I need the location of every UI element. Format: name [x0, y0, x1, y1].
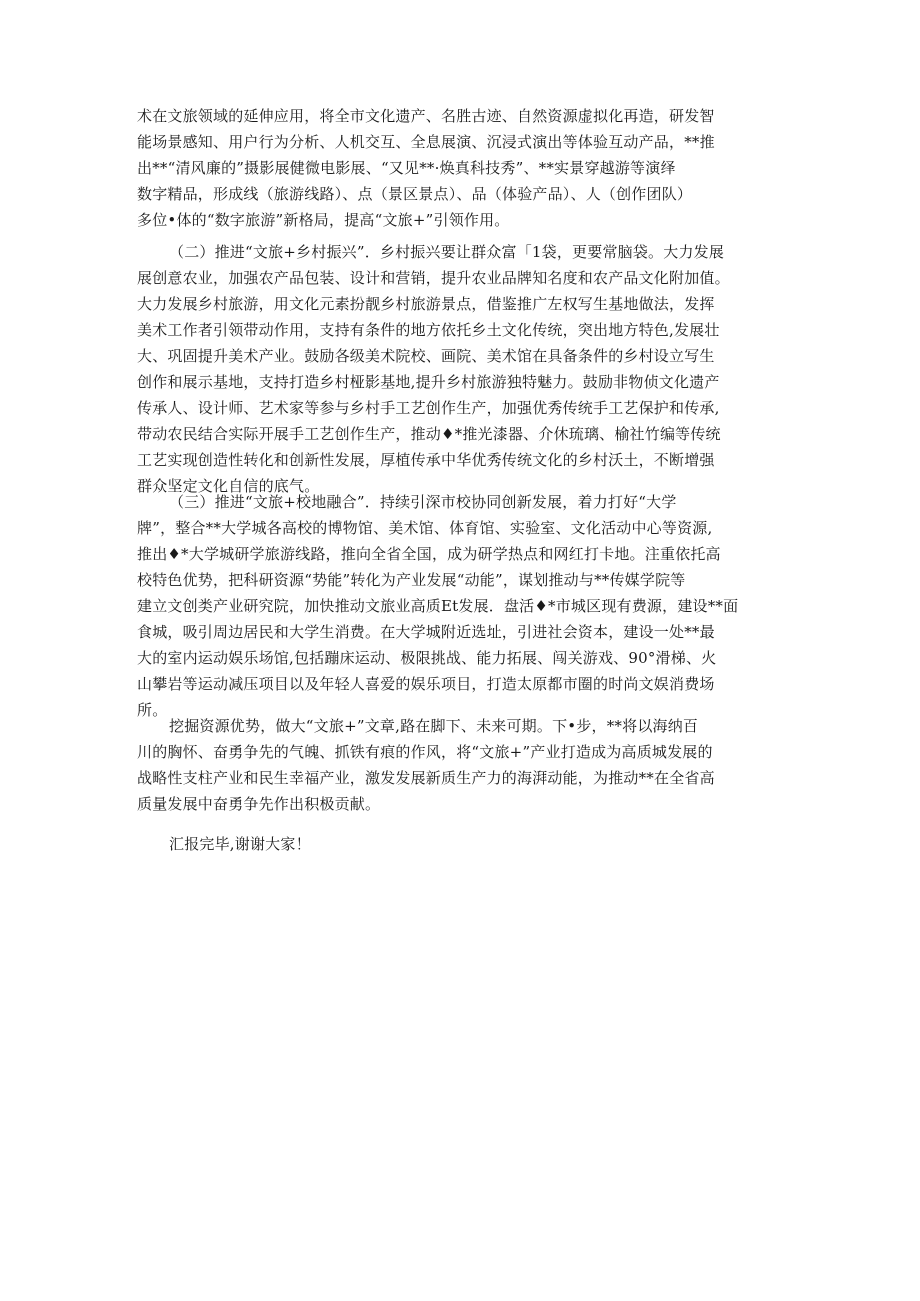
paragraph-rural-revitalization	[137, 239, 787, 499]
text-line: 传承人、设计师、艺术家等参与乡村手工艺创作生产，加强优秀传统手工艺保护和传承,	[137, 399, 720, 417]
text-line: 大、巩固提升美术产业。鼓励各级美术院校、画院、美术馆在具备条件的乡村设立写生	[137, 347, 715, 365]
text-line: 川的胸怀、奋勇争先的气魄、抓铁有痕的作风，将“文旅+”产业打造成为高质城发展的	[137, 743, 713, 761]
text-line: 工艺实现创造性转化和创新性发展，厚植传承中华优秀传统文化的乡村沃土，不断增强	[137, 451, 715, 469]
text-line: 多位•体的“数字旅游”新格局，提高“文旅+”引领作用。	[137, 211, 510, 229]
text-line: （三）推进“文旅+校地融合”．持续引深市校协同创新发展，着力打好“大学	[169, 493, 677, 511]
text-line: 所。	[137, 701, 168, 719]
text-line: 带动农民结合实际开展手工艺创作生产，推动♦*推光漆器、介休琉璃、榆社竹编等传统	[137, 425, 721, 443]
text-line: 挖掘资源优势，做大“文旅+”文章,路在脚下、未来可期。下•步，**将以海纳百	[169, 717, 699, 735]
text-line: 术在文旅领域的延伸应用，将全市文化遗产、名胜古迹、自然资源虚拟化再造，研发智	[137, 107, 715, 125]
text-line: 大的室内运动娱乐场馆,包括蹦床运动、极限挑战、能力拓展、闯关游戏、90°滑梯、火	[137, 649, 717, 667]
text-line: 校特色优势，把科研资源“势能”转化为产业发展“动能”，谋划推动与**传媒学院等	[137, 571, 686, 589]
text-line: 出**“清风廉的”摄影展健微电影展、“又见**·焕真科技秀”、**实景穿越游等演绎	[137, 159, 676, 177]
text-line: 牌”，整合**大学城各高校的博物馆、美术馆、体育馆、实验室、文化活动中心等资源,	[137, 519, 713, 537]
paragraph-closing	[137, 831, 787, 857]
text-line: 推出♦*大学城研学旅游线路，推向全省全国，成为研学热点和网红打卡地。注重依托高	[137, 545, 721, 563]
text-line: 创作和展示基地，支持打造乡村桠影基地,提升乡村旅游独特魅力。鼓励非物侦文化遗产	[137, 373, 720, 391]
text-line: 展创意农业，加强农产品包装、设计和营销，提升农业品牌知名度和农产品文化附加值。	[137, 269, 730, 287]
paragraph-school-local	[137, 489, 787, 723]
text-line: 大力发展乡村旅游，用文化元素扮靓乡村旅游景点，借鉴推广左权写生基地做法，发挥	[137, 295, 715, 313]
text-line: 美术工作者引领带动作用，支持有条件的地方依托乡土文化传统，突出地方特色,发展壮	[137, 321, 720, 339]
text-line: 建立文创类产业研究院，加快推动文旅业高质Et发展．盘活♦*市城区现有费源，建设**面	[137, 597, 739, 615]
text-line: 数字精品，形成线（旅游线路）、点（景区景点）、品（体验产品）、人（创作团队）	[137, 185, 693, 203]
text-line: （二）推进“文旅+乡村振兴”．乡村振兴要让群众富「1袋，更要常脑袋。大力发展	[169, 243, 725, 261]
text-line: 战略性支柱产业和民生幸福产业，激发发展新质生产力的海湃动能，为推动**在全省高	[137, 769, 715, 787]
text-line: 能场景感知、用户行为分析、人机交互、全息展演、沉浸式演出等体验互动产品，**推	[137, 133, 715, 151]
text-line: 食城，吸引周边居民和大学生消费。在大学城附近选址，引进社会资本，建设一处**最	[137, 623, 715, 641]
text-line: 群众坚定文化自信的底气。	[137, 477, 320, 495]
paragraph-intro-continued	[137, 103, 787, 233]
paragraph-conclusion	[137, 713, 787, 817]
text-line: 质量发展中奋勇争先作出积极贡献。	[137, 795, 381, 813]
text-line: 汇报完毕,谢谢大家！	[169, 835, 311, 853]
text-line: 山攀岩等运动减压项目以及年轻人喜爱的娱乐项目，打造太原都市圈的时尚文娱消费场	[137, 675, 715, 693]
